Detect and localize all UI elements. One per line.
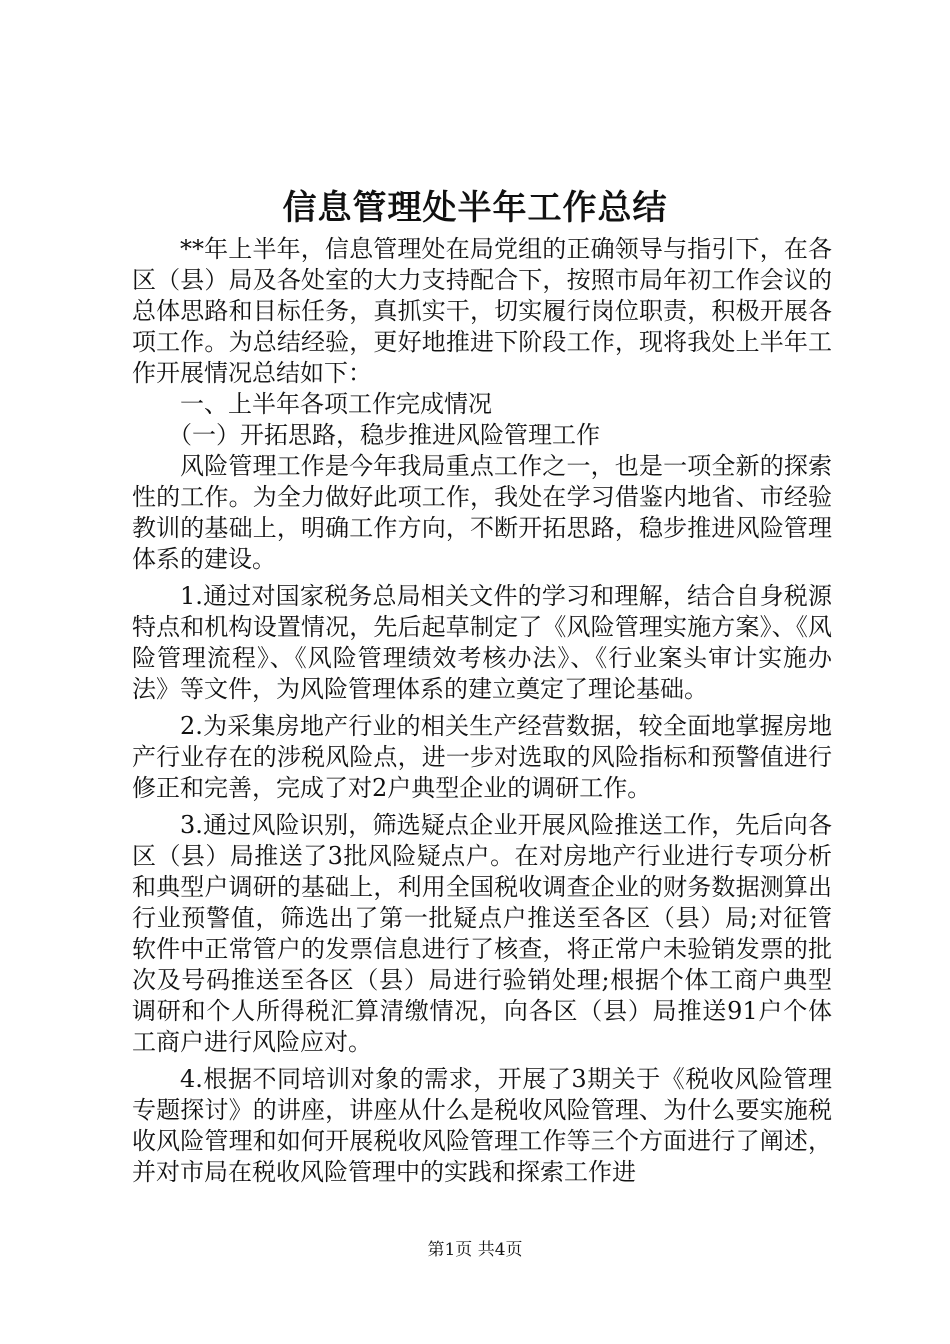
numbered-item-1: 1.通过对国家税务总局相关文件的学习和理解，结合自身税源特点和机构设置情况，先后起草制定了《风险管理实施方案》、《风险管理流程》、《风险管理绩效考核办法》、《行业案头审计实施办法》等文件，为风险管理体系的建立奠定了理论基础。	[132, 582, 832, 703]
body-paragraph: 风险管理工作是今年我局重点工作之一，也是一项全新的探索性的工作。为全力做好此项工作，我处在学习借鉴内地省、市经验教训的基础上，明确工作方向，不断开拓思路，稳步推进风险管理体系的建设。	[132, 452, 832, 573]
page-footer: 第1页 共4页	[427, 1240, 523, 1260]
document-title: 信息管理处半年工作总结	[282, 188, 668, 228]
numbered-item-3: 3.通过风险识别，筛选疑点企业开展风险推送工作，先后向各区（县）局推送了3批风险疑点户。在对房地产行业进行专项分析和典型户调研的基础上，利用全国税收调查企业的财务数据测算出行业预警值，筛选出了第一批疑点户推送至各区（县）局;对征管软件中正常管户的发票信息进行了核查，将正常户未验销发票的批次及号码推送至各区（县）局进行验销处理;根据个体工商户典型调研和个人所得税汇算清缴情况，向各区（县）局推送91户个体工商户进行风险应对。	[132, 811, 832, 1056]
subsection-heading: （一）开拓思路，稳步推进风险管理工作	[168, 421, 600, 449]
intro-paragraph: **年上半年，信息管理处在局党组的正确领导与指引下，在各区（县）局及各处室的大力支持配合下，按照市局年初工作会议的总体思路和目标任务，真抓实干，切实履行岗位职责，积极开展各项工作。为总结经验，更好地推进下阶段工作，现将我处上半年工作开展情况总结如下：	[132, 235, 832, 387]
section-heading: 一、上半年各项工作完成情况	[180, 390, 492, 418]
document-body	[132, 234, 832, 1188]
numbered-item-4: 4.根据不同培训对象的需求，开展了3期关于《税收风险管理专题探讨》的讲座，讲座从什么是税收风险管理、为什么要实施税收风险管理和如何开展税收风险管理工作等三个方面进行了阐述，并对市局在税收风险管理中的实践和探索工作进	[132, 1065, 832, 1186]
numbered-item-2: 2.为采集房地产行业的相关生产经营数据，较全面地掌握房地产行业存在的涉税风险点，进一步对选取的风险指标和预警值进行修正和完善，完成了对2户典型企业的调研工作。	[132, 712, 832, 802]
